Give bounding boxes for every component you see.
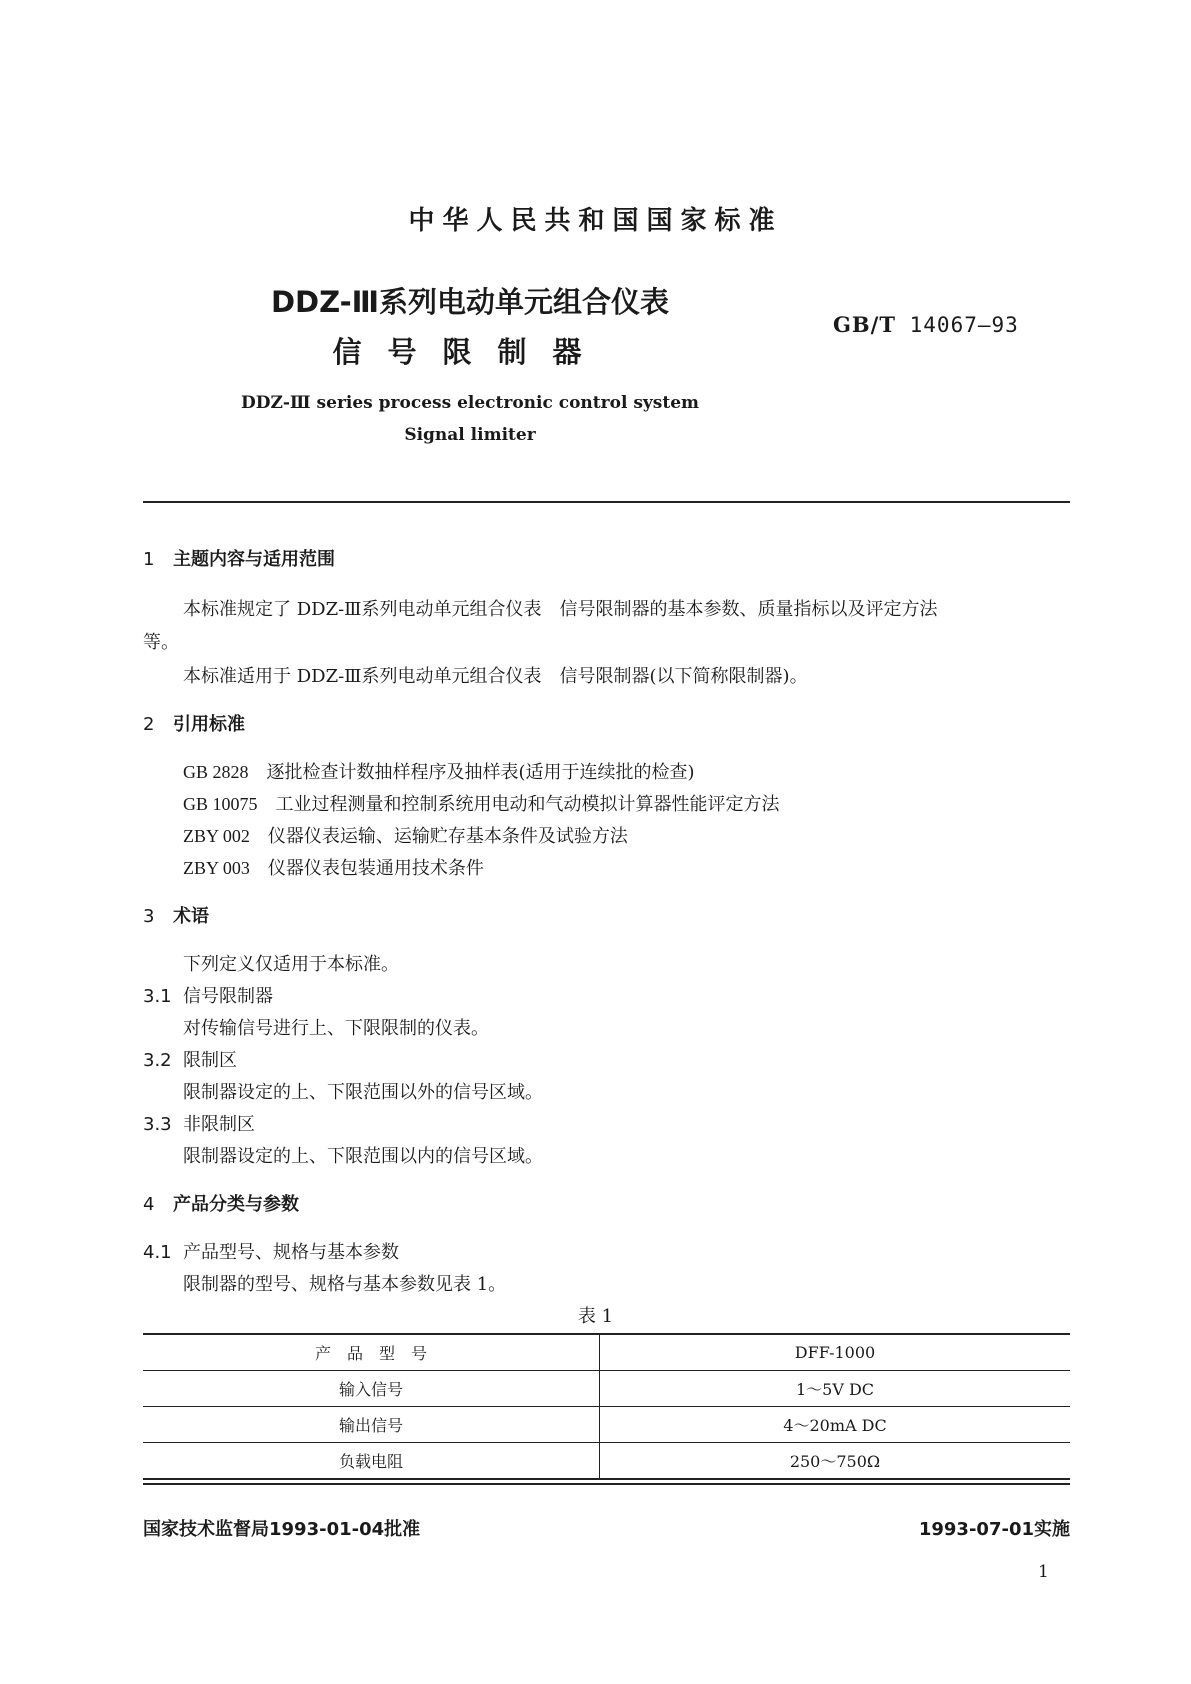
table-cell-value: DFF-1000 bbox=[794, 1343, 876, 1362]
table-cell-label: 负载电阻 bbox=[143, 1443, 600, 1480]
table-row bbox=[143, 1443, 1070, 1480]
national-standard-heading: 中华人民共和国国家标准 bbox=[408, 206, 783, 236]
document-title-cn-line2: 信号限制器 bbox=[332, 335, 608, 369]
term-name: 非限制区 bbox=[183, 1114, 255, 1135]
reference-item bbox=[183, 822, 628, 848]
effective-date: 1993-07-01实施 bbox=[918, 1519, 1070, 1540]
table-row bbox=[143, 1334, 1070, 1371]
subsection-title: 产品型号、规格与基本参数 bbox=[183, 1242, 399, 1263]
section-3-heading bbox=[143, 902, 209, 928]
term-heading bbox=[143, 982, 273, 1008]
reference-code: GB 2828 bbox=[183, 762, 249, 782]
section-1-para1-line1: 本标准规定了 DDZ-Ⅲ系列电动单元组合仪表 信号限制器的基本参数、质量指标以及评定方法 bbox=[183, 599, 938, 620]
table-caption: 表 1 bbox=[577, 1306, 614, 1327]
term-heading bbox=[143, 1110, 255, 1136]
parameter-table bbox=[143, 1333, 1070, 1480]
reference-code: GB 10075 bbox=[183, 794, 258, 814]
reference-item bbox=[183, 790, 780, 816]
table-cell-label: 产 品 型 号 bbox=[143, 1334, 600, 1371]
section-3-number: 3 bbox=[143, 906, 155, 927]
reference-title: 逐批检查计数抽样程序及抽样表(适用于连续批的检查) bbox=[266, 762, 695, 783]
document-title-en-line1: DDZ-Ⅲ series process electronic control system bbox=[240, 393, 699, 413]
standard-prefix: GB/T bbox=[833, 312, 896, 337]
section-1-title: 主题内容与适用范围 bbox=[173, 549, 335, 570]
section-2-title: 引用标准 bbox=[173, 714, 245, 735]
term-name: 限制区 bbox=[183, 1050, 237, 1071]
section-1-para1-line2: 等。 bbox=[143, 632, 179, 653]
reference-title: 仪器仪表运输、运输贮存基本条件及试验方法 bbox=[267, 826, 628, 847]
term-definition: 限制器设定的上、下限范围以内的信号区域。 bbox=[183, 1146, 543, 1167]
reference-code: ZBY 003 bbox=[183, 858, 250, 878]
standard-code bbox=[833, 312, 1019, 337]
section-3-intro: 下列定义仅适用于本标准。 bbox=[183, 954, 399, 975]
term-definition: 限制器设定的上、下限范围以外的信号区域。 bbox=[183, 1082, 543, 1103]
reference-item bbox=[183, 758, 695, 784]
term-number: 3.3 bbox=[143, 1114, 172, 1135]
table-cell-value: 250～750Ω bbox=[789, 1452, 881, 1471]
term-number: 3.2 bbox=[143, 1050, 172, 1071]
subsection-4-1-text: 限制器的型号、规格与基本参数见表 1。 bbox=[183, 1274, 507, 1295]
section-2-heading bbox=[143, 710, 245, 736]
term-definition: 对传输信号进行上、下限限制的仪表。 bbox=[183, 1018, 489, 1039]
section-1-number: 1 bbox=[143, 549, 155, 570]
footer-divider-thin bbox=[143, 1479, 1070, 1480]
section-4-number: 4 bbox=[143, 1194, 155, 1215]
table-cell-value: 1～5V DC bbox=[795, 1380, 875, 1399]
term-number: 3.1 bbox=[143, 986, 172, 1007]
table-cell-label: 输入信号 bbox=[143, 1371, 600, 1407]
section-3-title: 术语 bbox=[173, 906, 209, 927]
page-number: 1 bbox=[1038, 1562, 1049, 1582]
section-1-para2: 本标准适用于 DDZ-Ⅲ系列电动单元组合仪表 信号限制器(以下简称限制器)。 bbox=[183, 666, 808, 687]
standard-number: 14067—93 bbox=[909, 313, 1019, 337]
section-4-title: 产品分类与参数 bbox=[173, 1194, 299, 1215]
section-2-number: 2 bbox=[143, 714, 155, 735]
reference-title: 仪器仪表包装通用技术条件 bbox=[267, 858, 484, 879]
table-cell-value: 4～20mA DC bbox=[783, 1416, 887, 1435]
subsection-4-1-heading bbox=[143, 1238, 399, 1264]
document-title-en-line2: Signal limiter bbox=[404, 425, 536, 445]
section-1-heading bbox=[143, 545, 335, 571]
table-row bbox=[143, 1371, 1070, 1407]
header-divider bbox=[143, 501, 1070, 503]
approval-date: 国家技术监督局1993-01-04批准 bbox=[143, 1519, 421, 1540]
reference-title: 工业过程测量和控制系统用电动和气动模拟计算器性能评定方法 bbox=[275, 794, 780, 815]
table-cell-label: 输出信号 bbox=[143, 1407, 600, 1443]
subsection-number: 4.1 bbox=[143, 1242, 172, 1263]
reference-item bbox=[183, 854, 484, 880]
section-4-heading bbox=[143, 1190, 299, 1216]
table-row bbox=[143, 1407, 1070, 1443]
reference-code: ZBY 002 bbox=[183, 826, 250, 846]
term-heading bbox=[143, 1046, 237, 1072]
footer-divider bbox=[143, 1483, 1070, 1485]
term-name: 信号限制器 bbox=[183, 986, 273, 1007]
document-title-cn-line1: DDZ-Ⅲ系列电动单元组合仪表 bbox=[270, 285, 670, 319]
